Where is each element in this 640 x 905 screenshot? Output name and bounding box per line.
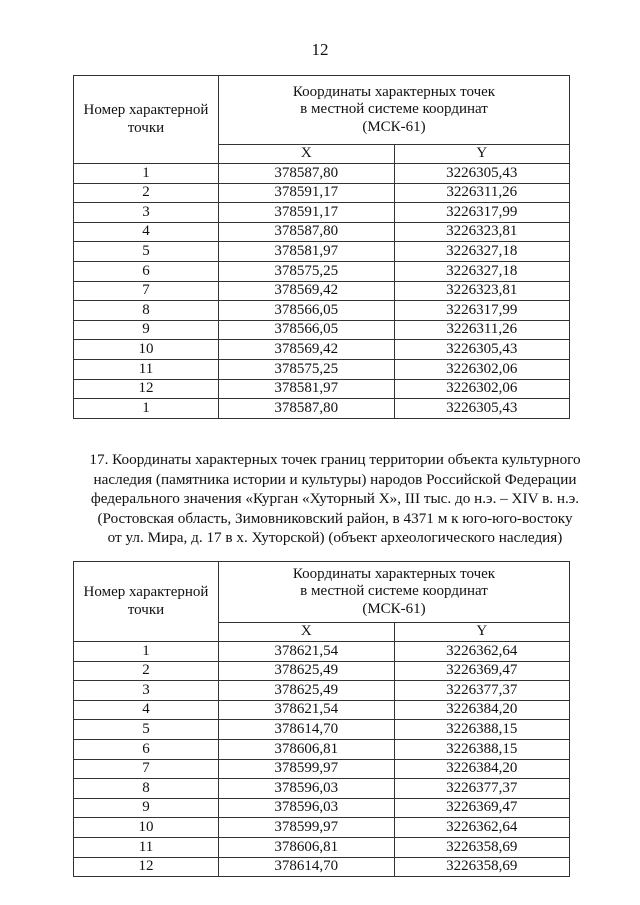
table-row bbox=[74, 661, 570, 681]
y-cell: 3226369,47 bbox=[394, 661, 570, 681]
x-cell: 378591,17 bbox=[219, 203, 395, 223]
point-number-cell: 4 bbox=[74, 222, 219, 242]
y-cell: 3226302,06 bbox=[394, 379, 570, 399]
y-cell: 3226317,99 bbox=[394, 301, 570, 321]
y-cell: 3226323,81 bbox=[394, 222, 570, 242]
y-cell: 3226305,43 bbox=[394, 399, 570, 419]
y-cell: 3226311,26 bbox=[394, 183, 570, 203]
point-number-cell: 8 bbox=[74, 779, 219, 799]
point-number-cell: 4 bbox=[74, 700, 219, 720]
y-cell: 3226369,47 bbox=[394, 798, 570, 818]
x-cell: 378606,81 bbox=[219, 837, 395, 857]
y-cell: 3226302,06 bbox=[394, 359, 570, 379]
table-row bbox=[74, 837, 570, 857]
table-row bbox=[74, 281, 570, 301]
point-number-cell: 9 bbox=[74, 320, 219, 340]
point-number-cell: 3 bbox=[74, 681, 219, 701]
y-cell: 3226317,99 bbox=[394, 203, 570, 223]
coordinates-table-1 bbox=[73, 75, 570, 419]
table-row bbox=[74, 203, 570, 223]
y-cell: 3226311,26 bbox=[394, 320, 570, 340]
x-cell: 378581,97 bbox=[219, 379, 395, 399]
x-header: X bbox=[219, 145, 395, 164]
table-row bbox=[74, 759, 570, 779]
y-cell: 3226305,43 bbox=[394, 340, 570, 360]
table-row bbox=[74, 818, 570, 838]
x-cell: 378596,03 bbox=[219, 798, 395, 818]
point-number-cell: 3 bbox=[74, 203, 219, 223]
x-cell: 378569,42 bbox=[219, 340, 395, 360]
table-row bbox=[74, 739, 570, 759]
x-cell: 378625,49 bbox=[219, 681, 395, 701]
point-number-cell: 7 bbox=[74, 759, 219, 779]
coords-header: Координаты характерных точек в местной системе координат (МСК-61) bbox=[219, 76, 570, 145]
page-number: 12 bbox=[311, 40, 329, 59]
point-number-cell: 6 bbox=[74, 261, 219, 281]
table-row bbox=[74, 261, 570, 281]
x-cell: 378575,25 bbox=[219, 261, 395, 281]
point-number-cell: 10 bbox=[74, 340, 219, 360]
x-cell: 378587,80 bbox=[219, 222, 395, 242]
point-number-cell: 11 bbox=[74, 359, 219, 379]
y-cell: 3226327,18 bbox=[394, 261, 570, 281]
point-number-cell: 5 bbox=[74, 242, 219, 262]
x-cell: 378625,49 bbox=[219, 661, 395, 681]
y-header: Y bbox=[394, 623, 570, 642]
table-row bbox=[74, 359, 570, 379]
point-number-cell: 1 bbox=[74, 164, 219, 184]
table-row bbox=[74, 242, 570, 262]
table-row bbox=[74, 720, 570, 740]
point-number-cell: 1 bbox=[74, 399, 219, 419]
table-row bbox=[74, 320, 570, 340]
point-number-cell: 11 bbox=[74, 837, 219, 857]
point-number-cell: 5 bbox=[74, 720, 219, 740]
y-cell: 3226305,43 bbox=[394, 164, 570, 184]
x-header: X bbox=[219, 623, 395, 642]
x-cell: 378587,80 bbox=[219, 164, 395, 184]
y-cell: 3226323,81 bbox=[394, 281, 570, 301]
point-number-header: Номер характерной точки bbox=[74, 76, 219, 164]
table-row bbox=[74, 779, 570, 799]
point-number-cell: 9 bbox=[74, 798, 219, 818]
table-row bbox=[74, 183, 570, 203]
x-cell: 378566,05 bbox=[219, 301, 395, 321]
x-cell: 378614,70 bbox=[219, 720, 395, 740]
table-row bbox=[74, 681, 570, 701]
point-number-cell: 1 bbox=[74, 642, 219, 662]
point-number-cell: 10 bbox=[74, 818, 219, 838]
x-cell: 378599,97 bbox=[219, 818, 395, 838]
y-cell: 3226384,20 bbox=[394, 700, 570, 720]
y-cell: 3226362,64 bbox=[394, 818, 570, 838]
x-cell: 378606,81 bbox=[219, 739, 395, 759]
x-cell: 378566,05 bbox=[219, 320, 395, 340]
x-cell: 378596,03 bbox=[219, 779, 395, 799]
y-cell: 3226362,64 bbox=[394, 642, 570, 662]
y-cell: 3226384,20 bbox=[394, 759, 570, 779]
x-cell: 378621,54 bbox=[219, 642, 395, 662]
x-cell: 378599,97 bbox=[219, 759, 395, 779]
point-number-header: Номер характерной точки bbox=[74, 562, 219, 642]
point-number-cell: 2 bbox=[74, 183, 219, 203]
point-number-cell: 12 bbox=[74, 857, 219, 877]
x-cell: 378591,17 bbox=[219, 183, 395, 203]
y-cell: 3226388,15 bbox=[394, 720, 570, 740]
coords-header: Координаты характерных точек в местной системе координат (МСК-61) bbox=[219, 562, 570, 623]
x-cell: 378569,42 bbox=[219, 281, 395, 301]
point-number-cell: 2 bbox=[74, 661, 219, 681]
x-cell: 378575,25 bbox=[219, 359, 395, 379]
table-row bbox=[74, 700, 570, 720]
y-cell: 3226327,18 bbox=[394, 242, 570, 262]
point-number-cell: 12 bbox=[74, 379, 219, 399]
y-header: Y bbox=[394, 145, 570, 164]
table-row bbox=[74, 399, 570, 419]
y-cell: 3226358,69 bbox=[394, 857, 570, 877]
table-row bbox=[74, 222, 570, 242]
x-cell: 378621,54 bbox=[219, 700, 395, 720]
table-row bbox=[74, 301, 570, 321]
y-cell: 3226358,69 bbox=[394, 837, 570, 857]
table-row bbox=[74, 798, 570, 818]
point-number-cell: 8 bbox=[74, 301, 219, 321]
table-row bbox=[74, 340, 570, 360]
y-cell: 3226377,37 bbox=[394, 779, 570, 799]
table-row bbox=[74, 857, 570, 877]
x-cell: 378614,70 bbox=[219, 857, 395, 877]
point-number-cell: 7 bbox=[74, 281, 219, 301]
x-cell: 378581,97 bbox=[219, 242, 395, 262]
point-number-cell: 6 bbox=[74, 739, 219, 759]
table-row bbox=[74, 379, 570, 399]
table-row bbox=[74, 642, 570, 662]
x-cell: 378587,80 bbox=[219, 399, 395, 419]
coordinates-table-2 bbox=[73, 561, 570, 877]
section-17-caption: 17. Координаты характерных точек границ территории объекта культурного наследия (памятника истории и культуры) народов Российской Федерации федерального значения «Курган «Хуторный Х», III тыс. до н.э. – XIV в. н.э. (Ростовская область, Зимовниковский район, в 4371 м к юго-юго-востоку от ул. Мира, д. 17 в х. Хуторской) (объект археологического наследия) bbox=[89, 451, 581, 546]
y-cell: 3226388,15 bbox=[394, 739, 570, 759]
table-row bbox=[74, 164, 570, 184]
y-cell: 3226377,37 bbox=[394, 681, 570, 701]
